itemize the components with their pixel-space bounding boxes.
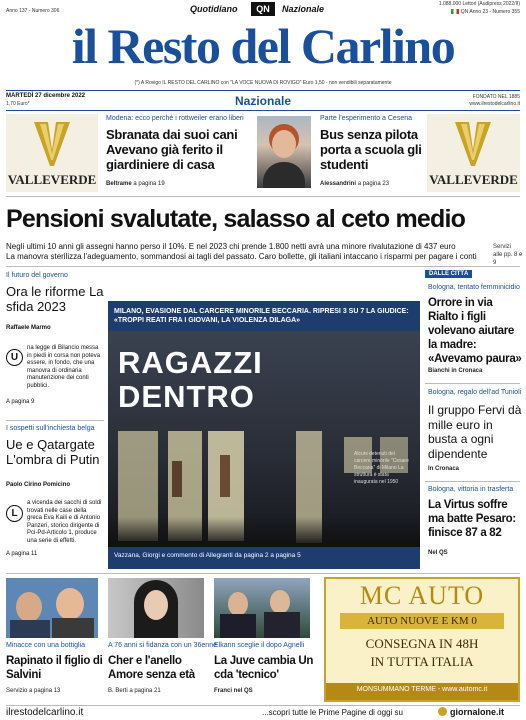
top-left-portrait-photo — [257, 116, 311, 188]
right-story1-byline: Bianchi in Cronaca — [428, 368, 483, 374]
valleverde-v-logo-icon — [453, 120, 493, 168]
right-story2-kicker: Bologna, regalo dell'ad Tunioli — [428, 389, 522, 396]
center-headline: RAGAZZI DENTRO — [118, 345, 263, 414]
valleverde-left-label: VALLEVERDE — [7, 172, 97, 187]
opinion2-dropcap: L — [6, 505, 23, 522]
top-left-author: Beltrame — [106, 181, 132, 187]
opinion1-body: na legge di Bilancio messa in piedi in corsa non poteva essere, in fondo, che una manovra di ordinaria manutenzione dei conti pubblici. — [27, 345, 101, 389]
issue-info-left: Anno 137 - Numero 306 — [6, 8, 60, 14]
qn-logo: QN — [251, 2, 275, 16]
services-pages: alle pp. 8 e 9 — [493, 252, 523, 266]
opinion2-kicker: I sospetti sull'inchiesta belga — [6, 425, 95, 432]
valleverde-right-label: VALLEVERDE — [429, 172, 518, 187]
nazionale-top-label: Nazionale — [282, 4, 325, 14]
mc-auto-footer: MONSUMMANO TERME - www.automc.it — [356, 686, 488, 693]
top-right-headline[interactable]: Bus senza pilota porta a scuola gli studenti — [320, 127, 422, 172]
giornalone-logo-icon — [438, 707, 447, 716]
bottom3-headline[interactable]: La Juve cambia Un cda 'tecnico' — [214, 655, 314, 681]
issue-info-right-text: QN Anno 23 - Numero 355 — [460, 9, 520, 15]
footer-site[interactable]: ilrestodelcarlino.it — [6, 707, 84, 718]
top-right-byline — [320, 181, 389, 187]
mc-auto-line2: CONSEGNA IN 48H — [365, 636, 479, 651]
center-kicker: MILANO, EVASIONE DAL CARCERE MINORILE BECCARIA. RIPRESI 3 SU 7 LA GIUDICE: «TROPPI REATI FRA I GIOVANI, LA VIOLENZA DILAGA» — [114, 308, 409, 324]
masthead-subline: (*) A Rovigo IL RESTO DEL CARLINO con "LA VOCE NUOVA DI ROVIGO" Euro 1,50 - non vendibili separatamente — [134, 80, 392, 86]
right-story2-headline[interactable]: Il gruppo Fervi dà mille euro in busta a ogni dipendente — [428, 403, 522, 461]
main-summary-1: Negli ultimi 10 anni gli assegni hanno perso il 10%. E nel 2023 chi prende 1.800 netti avrà una minore rivalutazione di 437 euro — [6, 242, 456, 251]
footer-giornalone[interactable]: giornalone.it — [450, 707, 504, 717]
top-left-headline[interactable]: Sbranata dai suoi cani Avevano già ferito il giardiniere di casa — [106, 127, 238, 172]
opinion2-headline[interactable]: Ue e Qatargate L'ombra di Putin — [6, 437, 100, 467]
mc-auto-ad[interactable] — [324, 577, 520, 702]
opinion1-author: Raffaele Marmo — [6, 325, 51, 331]
right-story3-headline[interactable]: La Virtus soffre ma batte Pesaro: finisce 87 a 82 — [428, 499, 516, 539]
valleverde-v-logo-icon — [32, 120, 72, 168]
top-left-page: a pagina 19 — [133, 181, 165, 187]
right-story2-byline: In Cronaca — [428, 466, 460, 472]
opinion1-kicker: Il futuro del governo — [6, 272, 68, 279]
mc-auto-title: MC AUTO — [359, 581, 485, 610]
issue-date: MARTEDÌ 27 dicembre 2022 — [6, 93, 86, 99]
issue-info-right — [451, 9, 520, 15]
footer-promo: ...scopri tutte le Prime Pagine di oggi su — [262, 708, 403, 717]
top-right-page: a pagina 23 — [357, 181, 390, 187]
main-services — [493, 243, 523, 267]
bottom1-kicker: Minacce con una bottiglia — [6, 642, 85, 649]
top-right-kicker: Parte l'esperimento a Cesena — [320, 115, 412, 122]
bottom3-byline: Franci nel QS — [214, 688, 253, 694]
center-byline: Vazzana, Giorgi e commento di Allegranti da pagina 2 a pagina 5 — [114, 552, 301, 559]
website-note: www.ilrestodelcarlino.it — [469, 101, 520, 107]
center-caption: Alcuni detenuti del carcere minorile "Cesare Beccaria" di Milano La struttura è stata inaugurata nel 1950 — [354, 451, 409, 485]
main-headline[interactable]: Pensioni svalutate, salasso al ceto medio — [6, 205, 466, 233]
services-label: Servizi — [493, 244, 512, 250]
salvini-photo — [6, 578, 98, 638]
top-right-author: Alessandrini — [320, 181, 357, 187]
right-story3-kicker: Bologna, vittoria in trasferta — [428, 486, 514, 493]
opinion2-body: a vicenda dei sacchi di soldi trovati nelle case della greca Eva Kaili e di Antonio Panzeri, storico dirigente di Pci-Pd-Articolo 1, produce una serie di effetti. — [27, 500, 102, 544]
center-story-block[interactable] — [108, 301, 420, 569]
opinion1-page: A pagina 9 — [6, 399, 35, 405]
mc-auto-line1: AUTO NUOVE E KM 0 — [367, 615, 477, 627]
elkann-photo — [214, 578, 310, 638]
founded-note: FONDATO NEL 1885 — [472, 94, 520, 100]
opinion2-author: Paolo Cirino Pomicino — [6, 482, 71, 488]
cher-photo — [108, 578, 204, 638]
opinion1-dropcap: U — [6, 349, 23, 366]
dalle-citta-section: DALLE CITTÀ — [425, 270, 472, 278]
valleverde-ad-left[interactable] — [6, 114, 98, 192]
bottom2-kicker: A 76 anni si fidanza con un 36enne — [108, 642, 217, 649]
masthead: il Resto del Carlino — [71, 18, 455, 74]
opinion2-page: A pagina 11 — [6, 551, 38, 557]
top-left-kicker: Modena: ecco perché i rottweiler erano liberi — [106, 115, 244, 122]
bottom1-byline: Servizio a pagina 13 — [6, 688, 61, 694]
bottom3-kicker: Elkann sceglie il dopo Agnelli — [214, 642, 305, 649]
right-story1-kicker: Bologna, tentato femminicidio — [428, 284, 520, 291]
bottom2-byline: B. Berti a pagina 21 — [108, 688, 161, 694]
edition-label: Nazionale — [234, 94, 291, 108]
bottom1-headline[interactable]: Rapinato il figlio di Salvini — [6, 655, 103, 681]
right-story1-headline[interactable]: Orrore in via Rialto i figli volevano aiutare la madre: «Avevamo paura» — [428, 297, 522, 365]
right-story3-byline: Nel QS — [428, 550, 448, 556]
opinion1-headline[interactable]: Ora le riforme La sfida 2023 — [6, 284, 104, 314]
valleverde-ad-right[interactable] — [427, 114, 520, 192]
issue-price: 1,70 Euro* — [6, 101, 30, 107]
readership-note: 1.088.000 Lettori (Audipress 2022/II) — [438, 1, 520, 7]
mc-auto-line3: IN TUTTA ITALIA — [370, 654, 474, 669]
italy-flag-icon — [451, 9, 459, 14]
bottom2-headline[interactable]: Cher e l'anello Amore senza età — [108, 655, 195, 681]
quotidiano-label: Quotidiano — [190, 4, 238, 14]
main-summary-2: La manovra sterilizza l'adeguamento, sommandosi ai tagli del passato. Caro bollette, gli italiani intaccano i risparmi per pagare i conti — [6, 252, 477, 261]
top-left-byline — [106, 181, 165, 187]
